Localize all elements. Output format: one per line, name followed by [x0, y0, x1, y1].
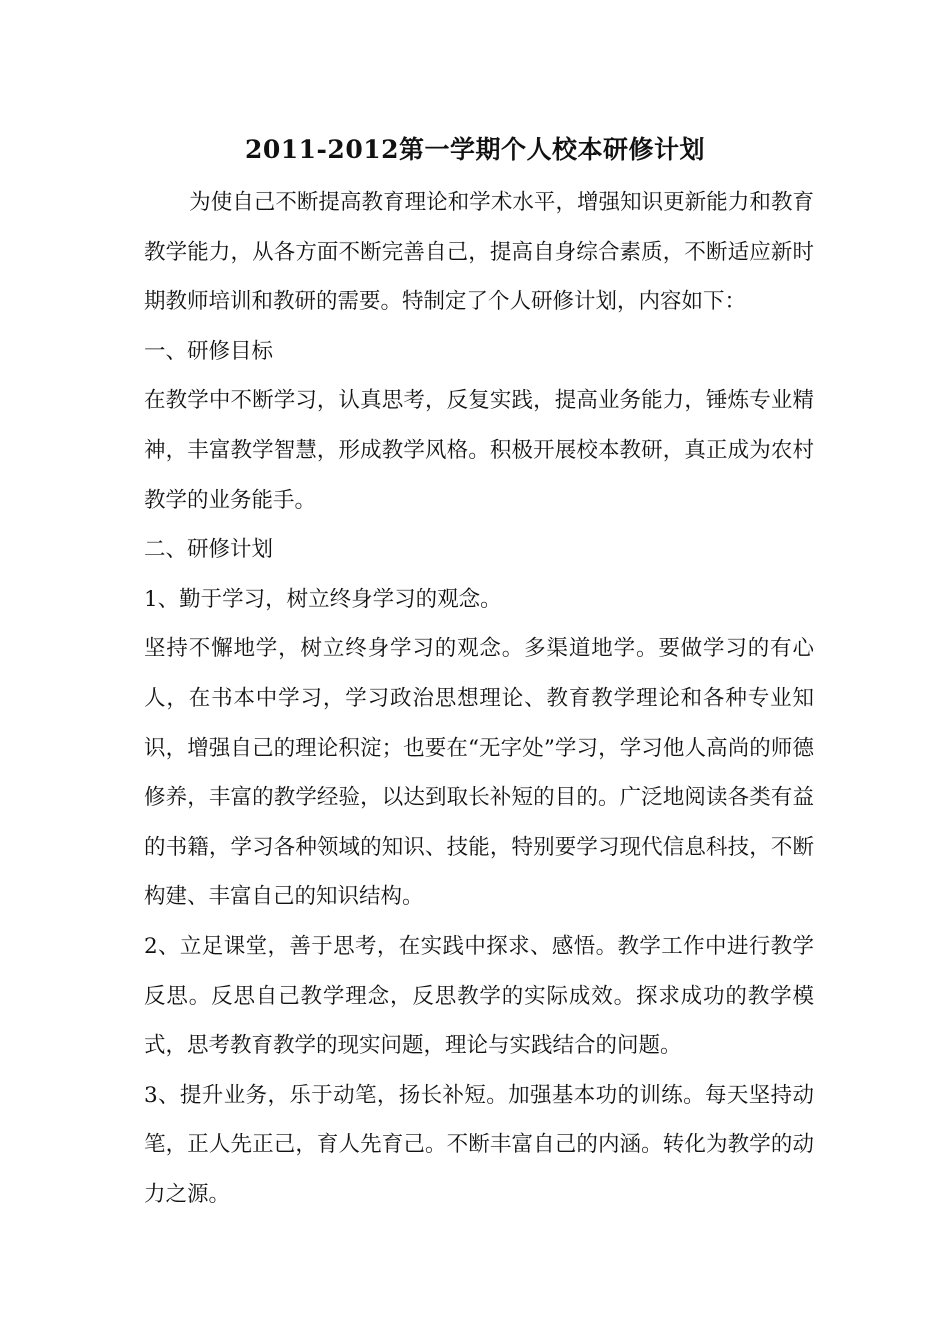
goals-paragraph: 在教学中不断学习，认真思考，反复实践，提高业务能力，锤炼专业精神，丰富教学智慧，形成教学风格。积极开展校本教研，真正成为农村教学的业务能手。: [144, 388, 814, 513]
document-body: [144, 178, 814, 1219]
plan-item-3-paragraph: 3、提升业务，乐于动笔，扬长补短。加强基本功的训练。每天坚持动笔，正人先正己，育人先育己。不断丰富自己的内涵。转化为教学的动力之源。: [144, 1082, 814, 1207]
section-heading-plan: 二、研修计划: [144, 537, 274, 563]
plan-item-1-paragraph: 坚持不懈地学，树立终身学习的观念。多渠道地学。要做学习的有心人，在书本中学习，学习政治思想理论、教育教学理论和各种专业知识，增强自己的理论积淀；也要在“无字处”学习，学习他人高尚的师德修养，丰富的教学经验，以达到取长补短的目的。广泛地阅读各类有益的书籍，学习各种领域的知识、技能，特别要学习现代信息科技，不断构建、丰富自己的知识结构。: [144, 636, 814, 910]
document-title: 2011-2012第一学期个人校本研修计划: [244, 135, 706, 164]
plan-item-2-paragraph: 2、立足课堂，善于思考，在实践中探求、感悟。教学工作中进行教学反思。反思自己教学理念，反思教学的实际成效。探求成功的教学模式，思考教育教学的现实问题，理论与实践结合的问题。: [144, 933, 814, 1059]
plan-item-1-heading: 1、勤于学习，树立终身学习的观念。: [144, 586, 502, 612]
section-heading-goals: 一、研修目标: [144, 338, 274, 364]
intro-paragraph: 为使自己不断提高教育理论和学术水平，增强知识更新能力和教育教学能力，从各方面不断完善自己，提高自身综合素质，不断适应新时期教师培训和教研的需要。特制定了个人研修计划，内容如下：: [144, 190, 814, 315]
